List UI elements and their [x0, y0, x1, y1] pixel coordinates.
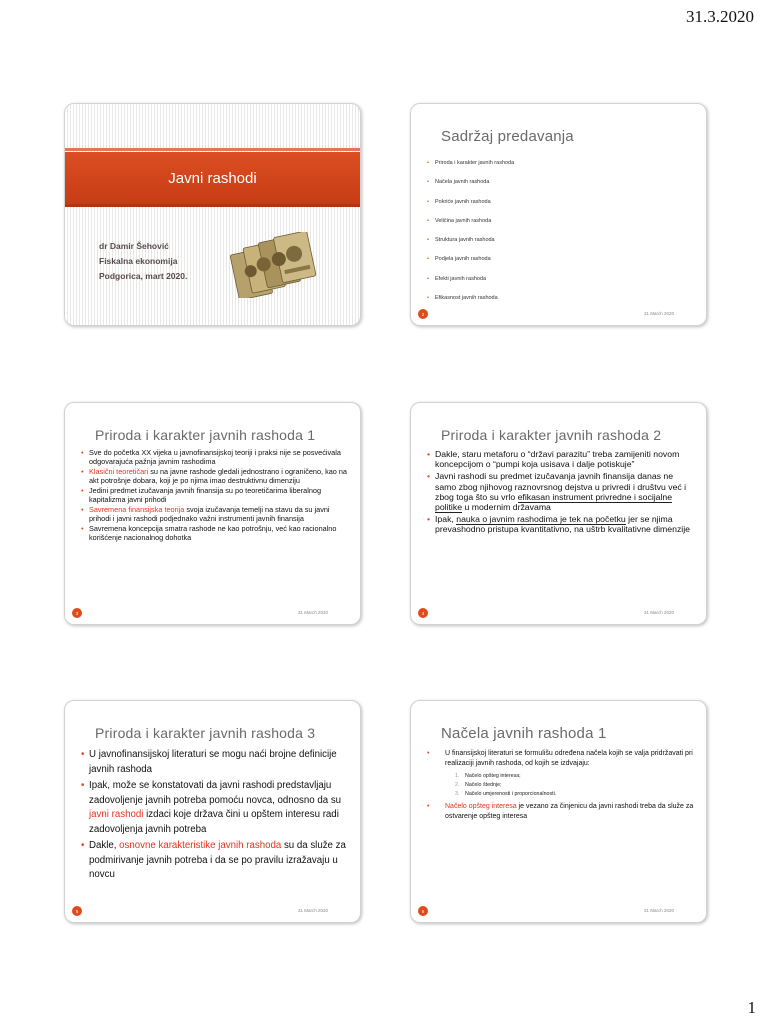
slide-title: Javni rashodi: [65, 152, 360, 207]
slide-title: Sadržaj predavanja: [441, 128, 574, 145]
list-item: • Javni rashodi su predmet izučavanja javnih finansija danas ne samo zbog njihovog raznovrsnog dejstva u privredi i društvu već i zbog toga što su vrlo efikasan instrument privredne i socijalne politike u modernim državama: [427, 471, 694, 512]
slide-content: [427, 160, 694, 314]
list-item: • Priroda i karakter javnih rashoda: [427, 160, 694, 166]
slide-title: Priroda i karakter javnih rashoda 2: [441, 427, 662, 443]
list-item: • Pokriće javnih rashoda: [427, 199, 694, 205]
slide-title: Načela javnih rashoda 1: [441, 725, 607, 742]
footer-date: 31 March 2020: [643, 610, 674, 615]
list-item: • Efikasnost javnih rashoda: [427, 295, 694, 301]
footer-date: 31 March 2020: [643, 908, 674, 913]
slide-5: [64, 700, 361, 923]
toc-list: [427, 160, 694, 301]
list-item: • Savremena koncepcija smatra rashode ne kao potrošnju, već kao racionalno korišćenje nacionalnog dohotka: [81, 525, 348, 543]
principles-sublist: [455, 772, 694, 799]
footer-date: 31 March 2020: [643, 311, 674, 316]
list-item: • Ipak, može se konstatovati da javni rashodi predstavljaju zadovoljenje javnih potreba pomoću novca, odnosno da su javni rashodi izdaci koje država čini u opštem interesu radi zadovoljenja javnih potreba: [81, 779, 348, 837]
title-meta: [99, 239, 187, 284]
slide-3: [64, 402, 361, 625]
banknotes-image: [227, 232, 323, 298]
list-item: • Klasični teoretičari su na javne rashode gledali jednostrano i ograničeno, kao na akt potrošnje dobara, koji je po njima imao destruktivnu dimenziju: [81, 468, 348, 486]
list-item: • Sve do početka XX vijeka u javnofinansijskoj teoriji i praksi nije se posvećivala odgovarajuća pažnja javnim rashodima: [81, 449, 348, 467]
slide-6: [410, 700, 707, 923]
list-item: • Jedini predmet izučavanja javnih finansija su po teoretičarima liberalnog kapitalizma javni prihodi: [81, 487, 348, 505]
slide-content: [427, 749, 694, 822]
list-item: • U javnofinansijskoj literaturi se mogu naći brojne definicije javnih rashoda: [81, 748, 348, 777]
page-date: 31.3.2020: [686, 7, 754, 26]
slide-content: [81, 748, 348, 885]
list-item: • Dakle, staru metaforu o “državi parazitu” treba zamijeniti novom koncepcijom o “pumpi koja usisava i dalje potiskuje”: [427, 449, 694, 469]
slide-number: 2: [418, 309, 428, 319]
list-item: • Dakle, osnovne karakteristike javnih rashoda su da služe za podmirivanje javnih potreba i da se po pravilu izražavaju u novcu: [81, 839, 348, 883]
list-item: • Savremena finansijska teorija svoja izučavanja temelji na stavu da su javni prihodi i javni rashodi podjednako važni instrumenti javnih finansija: [81, 506, 348, 524]
list-item: • Ipak, nauka o javnim rashodima je tek na početku jer se njima prevashodno pristupa kvantitativno, na uštrb kvalitativne dimenzije: [427, 514, 694, 534]
slide-title: Priroda i karakter javnih rashoda 1: [95, 427, 316, 443]
footer-date: 31 March 2020: [297, 908, 328, 913]
list-item: • Efekti javnih rashoda: [427, 276, 694, 282]
sublist-item: 2. Načelo štednje;: [455, 781, 694, 790]
slide-title: Priroda i karakter javnih rashoda 3: [95, 725, 316, 741]
slide-content: [427, 449, 694, 537]
list-item: • Struktura javnih rashoda: [427, 237, 694, 243]
list-item: • U finansijskoj literaturi se formulišu određena načela kojih se valja pridržavati pri realizaciji javnih rashoda, od kojih se izdvajaju: 1. Načelo opšteg interesa; 2. Načelo štednje; 3. Načelo umjerenosti i proporcionalnosti.: [427, 749, 694, 799]
slide-number: 3: [72, 608, 82, 618]
list-item: • Veličina javnih rashoda: [427, 218, 694, 224]
slide-2: [410, 103, 707, 326]
list-item: • Podjela javnih rashoda: [427, 256, 694, 262]
footer-date: 31 March 2020: [297, 610, 328, 615]
author: dr Damir Šehović: [99, 241, 169, 251]
list-item: • Načelo opšteg interesa je vezano za činjenicu da javni rashodi treba da služe za ostvarenje opšteg interesa: [427, 802, 694, 822]
slide-1: [64, 103, 361, 326]
sublist-item: 3. Načelo umjerenosti i proporcionalnosti.: [455, 790, 694, 799]
slide-number: 5: [72, 906, 82, 916]
sublist-item: 1. Načelo opšteg interesa;: [455, 772, 694, 781]
course: Fiskalna ekonomija: [99, 256, 178, 266]
list-item: • Načela javnih rashoda: [427, 179, 694, 185]
slide-content: [81, 449, 348, 545]
place-date: Podgorica, mart 2020.: [99, 271, 188, 281]
slide-number: 4: [418, 608, 428, 618]
slide-4: [410, 402, 707, 625]
page-number: 1: [747, 998, 756, 1017]
slide-number: 6: [418, 906, 428, 916]
